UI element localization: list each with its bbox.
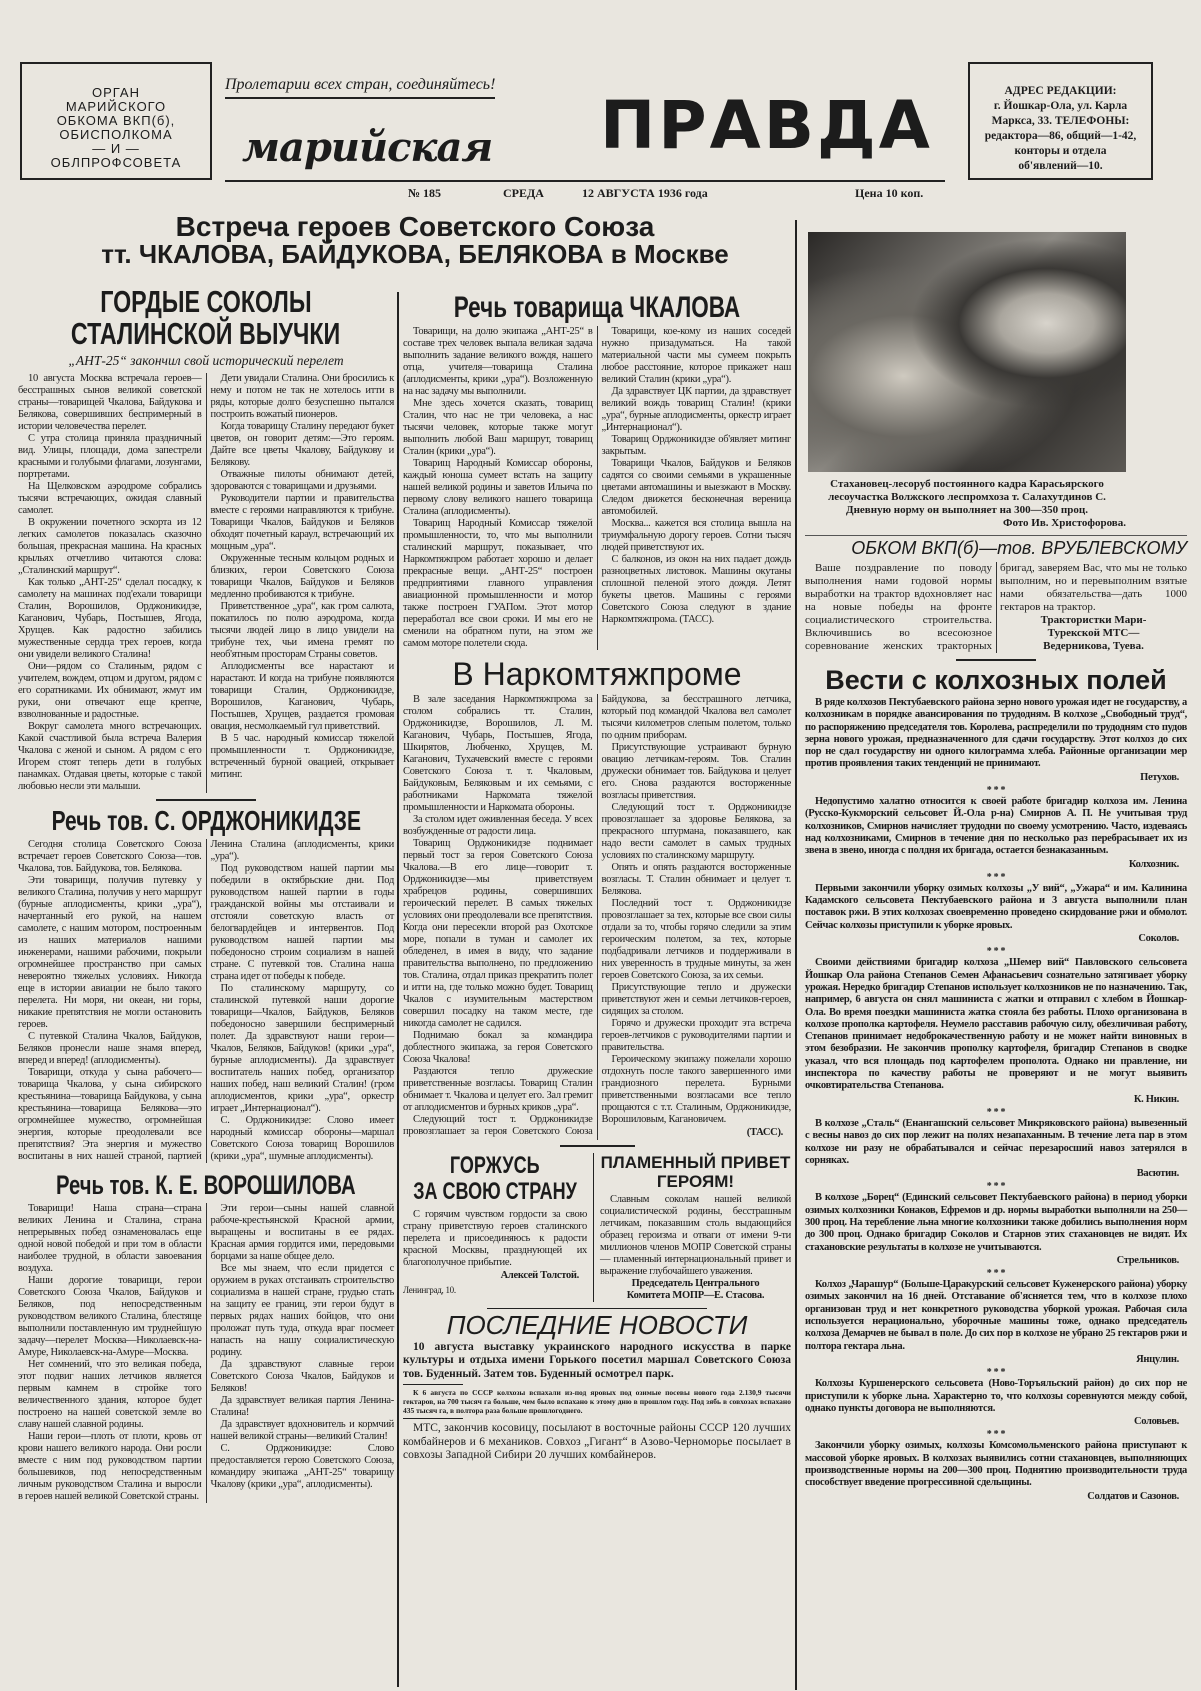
paragraph: За столом идет оживленная беседа. У всех возбужденные от радости лица. [403,814,593,837]
paragraph: Окруженные тесным кольцом родных и близких, герои Советского Союза товарищи Чкалов, Байдуков и Беляков медленно пробиваются к трибуне. [210,553,394,600]
organ-line: ОРГАН [91,85,140,100]
paragraph: С утра столица приняла праздничный вид. Улицы, площади, дома запестрели красными и голубыми флагами, лозунгами, портретами. [18,433,202,480]
news-item [403,1388,791,1415]
paragraph: В колхозе „Сталь“ (Енангашский сельсовет Микряковского района) вывезенный с весны навоз до сих пор лежит на полях незапаханным. В течение лета пар в этом колхозе ни разу не обрабатывался и сейчас перезаросший навоз затерялся в сорняках. [805,1117,1187,1166]
paragraph: Колхоз „Чарашур“ (Больше-Царакурский сельсовет Куженерского района) уборку озимых закончил на 16 дней. Отставание об'ясняется тем, что в колхозе плохо организован труд и нет конкретного руководства уборкой урожая. Рабочая сила используется нерационально, уборочные машины тоже, однако председатель колхоза Демарчев не бывал в поле. До сих пор в колхозе не убрано 25 гектаров ржи и полтора гектара льна. [805,1279,1187,1352]
middle-column [403,290,791,1463]
news-item [805,883,1187,945]
article-body [600,1194,791,1302]
author: Председатель Центрального [631,1277,760,1289]
news-item [805,796,1187,871]
publisher-box [20,62,212,180]
paragraph: Последний тост т. Орджоникидзе провозглашает за тех, которые все свои силы отдали за то, чтобы горячо следили за этим героическим полетом, за тех, которые подбадривали летчиков и поддерживали в них уверенность в трудные минуты, за жен героев Советского Союза, за их семьи. [601,898,791,981]
masthead-divider [225,180,945,182]
paragraph: Да здравствуют славные герои Советского Союза Чкалов, Байдуков и Беляков! [210,1359,394,1394]
paragraph: Отважные пилоты обнимают детей, здороваются с товарищами и друзьями. [210,469,394,492]
paragraph: Горячо и дружески проходит эта встреча героев-летчиков с руководителями партии и правительства. [601,1018,791,1053]
paragraph: Товарищи, откуда у сына рабочего—товарища Чкалова, у сына сибирского крестьянина—товарища Байдукова, у сына крестьянина—товарища Белякова—это огромнейшее мужество, огромнейшая энергия, которые преодолевали все препятствия? Эта энергия и мужество воспитаны в них нашей страной, партией Ленина Сталина (аплодисменты, крики „ура“). [18,839,394,1162]
author: Солдатов и Сазонов. [1087,1490,1179,1502]
photo-credit: Фото Ив. Христофорова. [1003,517,1126,529]
paragraph: По сталинскому маршруту, со сталинской путевкой наши дорогие товарищи—Чкалов, Байдуков, Беляков победоносно завершили беспримерный полет. Да здравствуют наши герои—Чкалов, Беляков, Байдуков! (крики „ура“, бурные аплодисменты). Да здравствует воспитатель наших побед, организатор наших побед, наш великий Сталин! (гром аплодисментов, крики „ура“, оркестр играет „Интернационал“). [210,983,394,1114]
letter-signature: Ведерникова, Туева. [1043,640,1144,652]
paragraph: Нет сомнений, что это великая победа, этот подвиг наших летчиков является первым камнем в стройке того величественного здания, которое будет построено на нашей советской земле во славу нашей славной родины. [18,1359,202,1430]
article-title [403,1153,587,1179]
paragraph: Следующий тост т. Орджоникидзе провозглашает за здоровье Белякова, за прекрасного штурмана, показавшего, как надо вести самолет в самых трудных условиях по сталинскому маршруту. [601,802,791,861]
paragraph: Колхозы Куршенерского сельсовета (Ново-Торъяльский район) до сих пор не приступили к уборке льна. Характерно то, что колхозы соревнуются между собой, однако пункты договора не выполняются. [805,1378,1187,1414]
author: Васютин. [1136,1168,1179,1180]
paragraph: Они—рядом со Сталиным, рядом с учителем, вождем, отцом и другом, рядом с его соратниками. Их обнимают, жмут им руки, они отвечают еще крепче, взволнованные и радостные. [18,661,202,720]
paragraph: Товарищ Орджоникидзе поднимает первый тост за героя Советского Союза Чкалова.—В его лице—говорит т. Орджоникидзе—мы приветствуем храбрецов родины, совершивших героический перелет. В самых тяжелых условиях они преодолевали все препятствия. Когда они пересекли второй раз Охотское море, попали в туман и самолет их обледенел, в имея в виду, что задание правительства выполнено, по предложению тов. Сталина, отдал приказ прекратить полет и итти на, где только можно будет. Товарищ Чкалов с изумительным мастерством совершил посадку на таком месте, где никогда самолет не садился. [403,838,593,1029]
paragraph: В 5 час. народный комиссар тяжелой промышленности т. Орджоникидзе, встреченный бурной овацией, открывает митинг. [210,733,394,780]
paragraph: Закончили уборку озимых, колхозы Комсомольменского района приступают к массовой уборке яровых. В колхозах выявились сотни стахановцев, выполняющих производственные нормы на 200—300 проц. Поднятию производительности труда способствует введение прогрессивной сдельщины. [805,1440,1187,1489]
news-item [403,1422,791,1463]
letter-body [805,562,1187,653]
article-title [600,1153,791,1191]
paragraph: В ряде колхозов Пектубаевского района зерно нового урожая идет не государству, а колхозникам в порядке авансирования по трудодням. В колхозе „Свободный труд“, по распоряжению председателя тов. Королева, распределили по трудодням сто пудов зерна нового урожая, предназначенного для сдачи государству. Этот колхоз до сих пор не сдал государству ни одного килограмма хлеба. Районные организации мер против проявления таких тенденций не принимают. [805,697,1187,770]
separator-stars [805,873,1187,883]
divider [403,1418,463,1419]
paragraph: Товарищ Народный Комиссар тяжелой промышленности, то, что мы выполнили сталинский маршрут, показывает, что Наркомтяжпром работает хорошо и делает прекрасные вещи. „АНТ-25“ построен предприятиями главного управления авиационной промышленности и мотор также построен ГУАПом. Этот мотор переработал все свои сроки. И мы его не сменили на обратном пути, на этом же самом моторе полетели сюда. [403,518,593,649]
paragraph: Следующий тост т. Орджоникидзе провозглашает за героя Советского Союза Байдукова, за бесстрашного летчика, который под командой Чкалова вел самолет тысячи километров слепым полетом, только по одним приборам. [403,694,791,1137]
dateline: Ленинград, 10. [403,1284,456,1295]
paragraph: Вокруг самолета много встречающих. Какой счастливой была встреча Валерия Чкалова с женой и сыном. А рядом с его Игорем стоят теперь дети в голубых панамках. Отдавая цветы, которые с такой любовью несли эти малыши. [18,721,202,792]
divider [956,659,1036,661]
article-title-line: ГОРЖУСЬ [450,1151,540,1179]
newspaper-title-script: марийская [242,124,493,171]
separator-stars [805,1368,1187,1378]
letter-title: ОБКОМ ВКП(б)—тов. ВРУБЛЕВСКОМУ [851,538,1187,558]
paragraph: Опять и опять раздаются восторженные возгласы. Т. Сталин обнимает и целует т. Белякова. [601,862,791,897]
address-line: АДРЕС РЕДАКЦИИ: [1004,85,1117,97]
paragraph: К 6 августа по СССР колхозы вспахали из-под яровых под озимые посевы нового года 2.130,9 тысячи гектаров, на 700 тысяч га больше, чем было вспахано к этому дню в прошлом году. Под зябь в совхозах вспахано 435 тысяч га, в полтора раза больше прошлогоднего. [403,1388,791,1415]
organ-line: МАРИЙСКОГО [65,99,167,114]
organ-line: ОБКОМА ВКП(б), [56,113,176,128]
separator-stars [805,947,1187,957]
news-item [805,957,1187,1106]
paragraph: Товарищи, на долю экипажа „АНТ-25“ в составе трех человек выпала великая задача выполнить задание великого вождя, нашего отца, учителя—товарища Сталина (аплодисменты, крики „ура“). Возложенную на нас задачу мы выполнили. [403,326,593,397]
divider [156,799,256,801]
article-body [18,373,394,793]
left-column [18,286,394,1503]
paragraph: Товарищи! Наша страна—страна великих Ленина и Сталина, страна непрерывных побед ознаменовалась еще одной новой победой и при том в области наиболее трудной, в области завоевания воздуха. [18,1203,202,1274]
paragraph: 10 августа Москва встречала героев—бесстрашных сынов великой советской страны—товарищей Чкалова, Байдукова и Белякова, совершивших беспримерный в истории человечества перелет. [18,373,202,432]
address-line: редактора—86, общий—1-42, [984,130,1137,142]
separator-stars [805,1108,1187,1118]
caption-text: Стахановец-лесоруб постоянного кадра Карасьярского лесоучастка Волжского леспромхоза т. Салахутдинов С. Дневную норму он выполняет на 300—350 проц. [828,478,1106,516]
news-item [403,1341,791,1382]
paragraph: В окружении почетного эскорта из 12 легких самолетов показалась сказочно большая, прекрасная машина. На красных крыльях отчетливо читаются слова: „Сталинский маршрут“. [18,517,202,576]
address-line: Маркса, 33. ТЕЛЕФОНЫ: [991,115,1130,127]
news-item [805,697,1187,784]
paragraph: Наши дорогие товарищи, герои Советского Союза Чкалов, Байдуков и Беляков, под непосредственным руководством великого Сталина, блестяще выполнили поставленную им труднейшую задачу—перелет Москва—Николаевск-на-Амуре, Николаевск-на-Амуре—Москва. [18,1275,202,1358]
paragraph: Сегодня столица Советского Союза встречает героев Советского Союза—тов. Чкалова, тов. Байдукова, тов. Белякова. [18,839,202,874]
organ-line: — И — [92,141,140,156]
letter-signature: Трактористки Мари- [1040,614,1147,626]
address-line: конторы и отдела [1014,145,1107,157]
greeting-article [594,1153,791,1302]
paragraph: С путевкой Сталина Чкалов, Байдуков, Беляков пронесли наше знамя вперед, вперед и вперед! (аплодисменты). [18,1031,202,1066]
address-line: г. Йошкар-Ола, ул. Карла [993,100,1128,112]
paragraph: В зале заседания Наркомтяжпрома за столом собрались тт. Сталин, Орджоникидзе, Ворошилов, Л. М. Каганович, Чубарь, Постышев, Ягода, Шкирятов, Любченко, Хрущев, М. Каганович, Тухачевский вместе с героями Советского Союза т. т. Чкаловым, Байдуковым, Беляковым и их семьями, с работниками Наркомата тяжелой промышленности и Наркомата обороны. [403,694,593,813]
article-title [18,1169,394,1201]
article-body [18,1203,394,1503]
article-body [403,326,791,650]
paragraph: Под руководством нашей партии мы победили в октябрьские дни. Под руководством нашей партии в годы гражданской войны мы отстаивали и отстояли советскую власть от белогвардейцев и интервентов. Под руководством нашей партии мы победоносно строим социализм в нашей стране. С путевкой тов. Сталина наша страна идет от победы к победе. [210,863,394,982]
article-body [403,694,791,1140]
article-title-line: ГЕРОЯМ! [656,1171,735,1191]
news-item [805,1378,1187,1428]
paragraph: Товарищ Народный Комиссар обороны, каждый юноша сумеет встать на защиту нашей великой родины и заветов Ильича по первому слову великого нашего товарища Сталина (аплодисменты). [403,458,593,517]
article-body [403,1209,587,1296]
article-title-line: СТАЛИНСКОЙ ВЫУЧКИ [71,316,341,351]
paragraph: Москва... кажется вся столица вышла на триумфальную дорогу героев. Сотни тысяч людей приветствуют их. [601,518,791,553]
paragraph: Поднимаю бокал за командира доблестного экипажа, за героя Советского Союза Чкалова! [403,1030,593,1065]
paragraph: МТС, закончив косовицу, посылают в восточные районы СССР 120 лучших комбайнеров и 6 механиков. Совхоз „Гигант“ в Азово-Черноморье посылает в совхозы Западной Сибири 20 лучших комбайнеров. [403,1422,791,1461]
organ-line: ОБЛПРОФСОВЕТА [50,155,182,170]
paragraph: На Щелковском аэродроме собрались тысячи встречающих, ожидая славный самолет. [18,481,202,516]
paragraph: Первыми закончили уборку озимых колхозы „У вий“, „Ужара“ и им. Калинина Кадамского сельсовета Пектубаевского района и 3 августа выполнили план поставок ржи. В этих колхозах своевременно проведено скирдование ржи и обмолот. Сейчас колхозы приступили к уборке яровых. [805,882,1187,931]
paragraph: С балконов, из окон на них падает дождь разноцветных листовок. Машины окутаны сплошной пеленой этого дождя. Летят букеты цветов. Машины с героями Советского Союза следуют в здание Наркомтяжпрома. (ТАСС). [601,554,791,625]
article-title [18,286,394,318]
paragraph: Славным соколам нашей великой социалистической родины, бесстрашным летчикам, показавшим столь выдающийся образец героизма и отваги от имени 9-ти миллионов членов МОПР Советской страны — пламенный интернациональный привет и выражение глубочайшего уважения. [600,1193,791,1277]
paragraph: Героическому экипажу пожелали хорошо отдохнуть после такого завершенного ими грандиозного перелета. Бурными приветственными возгласами все тепло прощаются с т.т. Сталиным, Орджоникидзе, Ворошиловым, Кагановичем. [601,1054,791,1125]
author: Янцулин. [1136,1353,1179,1365]
paragraph: Своими действиями бригадир колхоза „Шемер вий“ Павловского сельсовета Йошкар Ола района Степанов Семен Афанасьевич сознательно затягивает уборку урожая. Нередко бригадир Степанов использует колхозников не по назначению. Так, например, 6 августа он снял машиниста с жатки и отправил с хлебом в Йошкар-Ола. Во время поездки машиниста жатка стояла без работы. Плохо организована в колхозе прополка картофеля. Неумело расставив рабочую силу, обезличивая работу, Степанов принимает недоброкачественную работу и не может найти виновных в этом безобразии. Не закончив прополку картофеля, бригадир Степанов в сводке указал, что вся площадь под картофелем прополота. Однако ни правление, ни инспектора по качеству работы не проверяют и не могут выявить очковтирательства Степанова. [805,957,1187,1092]
separator-stars [805,1182,1187,1192]
article-title [403,1179,587,1205]
paragraph: Товарищи, кое-кому из наших соседей нужно призадуматься. На такой материальной части мы сумеем покрыть любое расстояние, которое прикажет наш великий Сталин (крики „ура“). [601,326,791,385]
paragraph: Приветственное „ура“, как гром салюта, покатилось по полю аэродрома, когда тысячи людей лицо в лицо увидели на трибуне тех, чьи имена гремят по необ'ятным просторам Страны советов. [210,601,394,660]
lumberjack-photo [808,232,1126,472]
paragraph: Как только „АНТ-25“ сделал посадку, к самолету на машинах под'ехали товарищи Сталин, Ворошилов, Орджоникидзе, Каганович, Чубарь, Постышев, Ягода, Хрущев. Как радостно забились мужественные сердца трех героев, когда они увидели великого Сталина! [18,577,202,660]
paragraph: Да здравствует вдохновитель и кормчий нашей великой страны—великий Сталин! [210,1419,394,1442]
organ-line: ОБИСПОЛКОМА [59,127,173,142]
tributes-row [403,1153,791,1302]
news-section-title: ПОСЛЕДНИЕ НОВОСТИ [446,1309,748,1340]
paragraph: Недопустимо халатно относится к своей работе бригадир колхоза им. Ленина (Русско-Кукморский сельсовет Й.-Ола р-на) Смирнов А. П. Не учитывая труд колхозников, Смирнов начисляет трудодни по своему усмотрению. Часто, издеваясь над колхозниками, Смирнов в течение дня по несколько раз перебрасывает их из звена в звено, иногда с полдня их бригада, остается безнаказанным. [805,796,1187,857]
paragraph: С. Орджоникидзе: Слово имеет народный комиссар обороны—маршал Советского Союза товарищ Ворошилов (крики „ура“, шумные аплодисменты). [210,1115,394,1162]
letter-text: Ваше поздравление по поводу выполнения нами годовой нормы выработки на трактор вдохновляет нас на новые победы на фронте социалистического строительства. Включившись во всесоюзное соревнование женских тракторных бригад, заверяем Вас, что мы не только выполним, но и перевыполним взятые нами обязательства—дать 1000 гектаров на трактор. [805,562,1187,652]
paragraph: Эти товарищи, получив путевку у великого Сталина, получив у него маршрут (бурные аплодисменты, крики „ура“), начертанный его рукой, на нашем самолете, с нашим мотором, построенным из наших материалов нашими инженерами, нашими рабочими, покрыли огромнейшее пространство при самых невероятно тяжелых условиях. Никогда еще в истории авиации не было такого перелета. Ни моря, ни океан, ни горы, никакие препятствия не могли остановить героев. [18,875,202,1030]
author: Стрельников. [1116,1254,1179,1266]
author: Соколов. [1138,933,1179,945]
paragraph: Все мы знаем, что если придется с оружием в руках отстаивать строительство социализма в нашей стране, грудью стать на защиту ее границ, эти герои будут в первых рядах наших бойцов, что они проложат путь туда, откуда враг посмеет напасть на нашу социалистическую родину. [210,1263,394,1358]
source-credit: (ТАСС). [746,1127,783,1138]
weekday: СРЕДА [503,186,544,200]
news-item [805,1192,1187,1267]
separator-stars [805,786,1187,796]
separator-stars [805,1269,1187,1279]
author: Петухов. [1140,771,1179,783]
article-subtitle: „АНТ-25“ закончил свой исторический перелет [68,353,344,368]
address-line: об'явлений—10. [1018,160,1103,172]
photo-caption [808,478,1126,530]
article-title-text: Речь тов. С. ОРДЖОНИКИДЗЕ [51,805,361,836]
newspaper-title-main: ПРАВДА [600,87,933,164]
paragraph: Мне здесь хочется сказать, товарищ Сталин, что нас не три человека, а нас тысячи человек, которые также могут выполнить любой Ваш маршрут, товарищ Сталин (крики „ура“). [403,398,593,457]
main-headline-line: тт. ЧКАЛОВА, БАЙДУКОВА, БЕЛЯКОВА в Москве [101,239,729,270]
main-headline [40,212,790,269]
divider [403,1384,463,1385]
section-title: Вести с колхозных полей [825,665,1167,695]
issue-date: 12 АВГУСТА 1936 года [582,186,708,200]
column-rule [397,292,399,1687]
paragraph: Когда товарищу Сталину передают букет цветов, он говорит детям:—Это героям. Дайте все цветы Чкалову, Байдукову и Белякову. [210,421,394,468]
proud-article [403,1153,594,1302]
paragraph: Присутствующие тепло и дружески приветствуют жен и семьи летчиков-героев, сидящих за столом. [601,982,791,1017]
paragraph: Руководители партии и правительства вместе с героями направляются к трибуне. Товарищи Чкалов, Байдуков и Беляков обходят почетный караул, встречающий их мощным „ура“. [210,493,394,552]
article-title-line: ПЛАМЕННЫЙ ПРИВЕТ [600,1152,791,1172]
author: К. Никин. [1133,1093,1179,1105]
article-body [18,839,394,1163]
article-title-text: Речь товарища ЧКАЛОВА [453,291,741,324]
paragraph: Присутствующие устраивают бурную овацию летчикам-героям. Тов. Сталин дружески обнимает тов. Байдукова и целует его. Снова раздаются восторженные возгласы приветствия. [601,742,791,801]
news-item [805,1279,1187,1366]
divider [560,1145,635,1147]
issue-number: № 185 [408,186,442,200]
article-title [18,805,394,837]
news-item [805,1118,1187,1180]
paragraph: В колхозе „Борец“ (Единский сельсовет Пектубаевского района) в период уборки озимых колхозники Конаков, Ефремов и др. нормы выработки выполняли на 250—300 проц. На теребление льна многие колхозники также добились выполнения норм до 300 проц. Однако бригадир Соколов и Старнов этих стахановцев не видят. Их стахановские результаты в колхозе не учитываются. [805,1192,1187,1253]
main-headline-line: Встреча героев Советского Союза [175,211,655,242]
address-box [968,62,1153,180]
article-title [18,318,394,350]
paragraph: 10 августа выставку украинского народного искусства в парке культуры и отдыха имени Горького посетил маршал Советского Союза тов. Буденный. Затем тов. Буденный осмотрел парк. [403,1340,791,1380]
paragraph: Да здравствует ЦК партии, да здравствует великий вождь товарищ Сталин! (крики „ура“, бурные аплодисменты, оркестр играет „Интернационал“). [601,386,791,433]
paragraph: Аплодисменты все нарастают и нарастают. И когда на трибуне появляются товарищи Сталин, Орджоникидзе, Ворошилов, Каганович, Чубарь, Постышев, Хрущев, раздается громовая овация, несмолкаемый гул приветствий. [210,661,394,732]
slogan: Пролетарии всех стран, соединяйтесь! [225,76,495,99]
author: Комитета МОПР—Е. Стасова. [626,1289,765,1301]
paragraph: Товарищ Орджоникидзе об'являет митинг закрытым. [601,434,791,457]
article-title-text: Речь тов. К. Е. ВОРОШИЛОВА [56,1170,356,1200]
article-title: В Наркомтяжпроме [452,656,742,692]
article-title-line: ЗА СВОЮ СТРАНУ [413,1177,577,1205]
author: Колхозник. [1128,858,1179,870]
paragraph: С. Орджоникидзе: Слово предоставляется герою Советского Союза, командиру экипажа „АНТ-25“ товарищу Чкалову (крики „ура“, аплодисменты). [210,1443,394,1490]
paragraph: С горячим чувством гордости за свою страну приветствую героев сталинского перелета и присоединяюсь к радости красной Москвы, празднующей их благополучное прибытие. [403,1208,587,1268]
price: Цена 10 коп. [855,186,924,200]
letter-signature: Турекской МТС— [1047,627,1140,639]
paragraph: Эти герои—сыны нашей славной рабоче-крестьянской Красной армии, выращены и воспитаны в ее рядах. Красная армия гордится ими, передовыми борцами за наше общее дело. [210,1203,394,1262]
column-rule [795,220,797,1690]
paragraph: Товарищи Чкалов, Байдуков и Беляков садятся со своими семьями в украшенные цветами автомашины и выезжают в Москву. Следом движется бесконечная вереница автомобилей. [601,458,791,517]
news-item [805,1440,1187,1502]
article-title-line: ГОРДЫЕ СОКОЛЫ [100,284,312,319]
kolkhoz-news-body [805,697,1187,1503]
article-title [403,290,791,326]
paragraph: Раздаются тепло дружеские приветственные возгласы. Товарищ Сталин обнимает т. Чкалова и целует его. Зал гремит от аплодисментов и бурных криков „ура“. [403,1066,593,1113]
separator-stars [805,1430,1187,1440]
right-column [805,232,1187,1505]
author: Алексей Толстой. [500,1269,579,1281]
paragraph: Да здравствует великая партия Ленина-Сталина! [210,1395,394,1418]
paragraph: Наши герои—плоть от плоти, кровь от крови нашего великого народа. Они росли вместе с ним под руководством партии большевиков, под непосредственным личным руководством Сталина и выросли в героев нашей великой Советской страны. [18,1431,202,1502]
paragraph: Дети увидали Сталина. Они бросились к нему и потом не так не хотелось итти в ряды, которые долго безуспешно пытался построить вожатый пионеров. [210,373,394,420]
author: Соловьев. [1133,1416,1179,1428]
